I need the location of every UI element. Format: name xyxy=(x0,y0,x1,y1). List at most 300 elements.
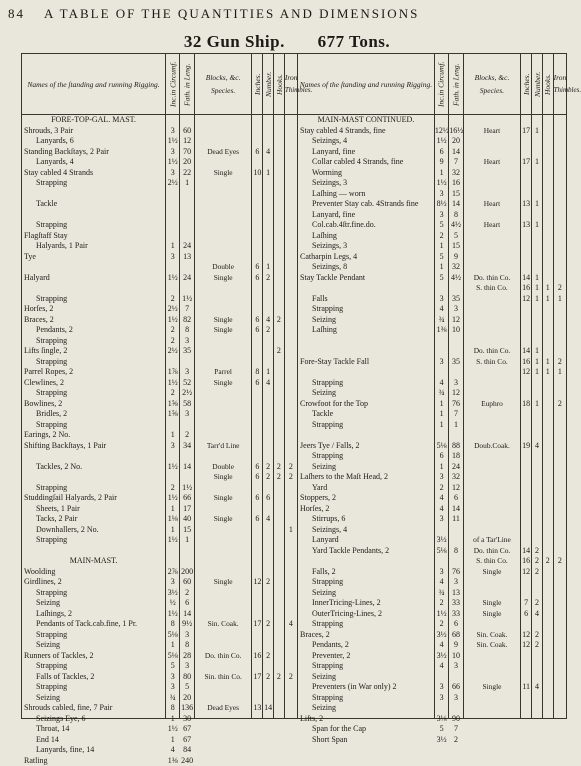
right-cell-f: 14 xyxy=(449,504,462,515)
ship-class: 32 Gun Ship. xyxy=(184,32,285,51)
left-cell-nu xyxy=(263,546,273,557)
right-cell-in: 12 xyxy=(521,294,531,305)
right-cell-nu xyxy=(532,420,542,431)
left-cell-n: End 14 xyxy=(22,735,165,746)
left-cell-f xyxy=(180,357,193,368)
left-cell-f xyxy=(180,283,193,294)
left-cell-sp xyxy=(195,241,252,252)
right-cell-in: 7 xyxy=(521,598,531,609)
right-cell-th xyxy=(554,336,566,347)
right-cell-th xyxy=(554,451,566,462)
right-cell-n xyxy=(298,283,434,294)
right-cell-th xyxy=(554,682,566,693)
fath-header-left: Fath. in Leng. xyxy=(180,54,194,115)
left-cell-f: 1 xyxy=(180,535,193,546)
left-cell-in xyxy=(252,430,262,441)
left-cell-nu xyxy=(263,451,273,462)
left-cell-ho xyxy=(274,609,284,620)
left-cell-nu: 1 xyxy=(263,367,273,378)
left-cell-ho xyxy=(274,367,284,378)
left-cell-n: Bowlines, 2 xyxy=(22,399,165,410)
inc-header-left: Inc.in Circumf. xyxy=(166,54,180,115)
left-cell-th xyxy=(285,441,297,452)
left-cell-nu xyxy=(263,693,273,704)
left-cell-nu: 2 xyxy=(263,651,273,662)
right-cell-n: Strapping xyxy=(298,304,434,315)
left-cell-ho: 2 xyxy=(274,315,284,326)
right-cell-nu xyxy=(532,493,542,504)
right-cell-in: 12 xyxy=(521,630,531,641)
right-cell-n: Seizing xyxy=(298,315,434,326)
iron-label-right: Iron xyxy=(554,71,566,84)
right-cell-th xyxy=(554,241,566,252)
left-cell-i xyxy=(166,357,179,368)
left-cell-i: 3 xyxy=(166,147,179,158)
right-cell-f: 14 xyxy=(449,147,462,158)
right-inches-column xyxy=(521,115,531,718)
right-cell-sp: Heart xyxy=(464,157,521,168)
left-cell-i: 1⅛ xyxy=(166,514,179,525)
left-cell-ho xyxy=(274,378,284,389)
left-cell-f: 136 xyxy=(180,703,193,714)
right-cell-f: 9 xyxy=(449,640,462,651)
right-cell-n: Worming xyxy=(298,168,434,179)
left-cell-th xyxy=(285,420,297,431)
right-cell-i: 3 xyxy=(435,472,448,483)
left-cell-sp xyxy=(195,714,252,725)
left-cell-i: 1½ xyxy=(166,493,179,504)
right-cell-ho xyxy=(543,315,553,326)
right-cell-in xyxy=(521,462,531,473)
left-cell-nu xyxy=(263,682,273,693)
right-cell-f: 7 xyxy=(449,409,462,420)
left-cell-nu xyxy=(263,126,273,137)
left-cell-sp xyxy=(195,399,252,410)
left-cell-i: 1½ xyxy=(166,724,179,735)
left-cell-sp xyxy=(195,451,252,462)
left-cell-n: Seizing xyxy=(22,598,165,609)
left-cell-f: 66 xyxy=(180,493,193,504)
left-cell-sp: Double xyxy=(195,462,252,473)
left-cell-in xyxy=(252,735,262,746)
left-cell-in xyxy=(252,724,262,735)
left-cell-ho xyxy=(274,336,284,347)
right-cell-nu xyxy=(532,735,542,746)
inches-header-left: Inches. xyxy=(252,54,263,115)
left-cell-ho xyxy=(274,745,284,756)
left-cell-nu xyxy=(263,399,273,410)
left-cell-th xyxy=(285,703,297,714)
left-cell-n: Pendants of Tack.cab.fine, 1 Pr. xyxy=(22,619,165,630)
right-cell-i: 5 xyxy=(435,273,448,284)
left-cell-nu: 2 xyxy=(263,619,273,630)
right-cell-ho xyxy=(543,136,553,147)
left-cell-sp xyxy=(195,136,252,147)
right-cell-th xyxy=(554,588,566,599)
left-cell-nu xyxy=(263,504,273,515)
left-cell-n: Earings, 2 No. xyxy=(22,430,165,441)
left-cell-nu xyxy=(263,294,273,305)
left-cell-nu xyxy=(263,409,273,420)
left-cell-f xyxy=(180,231,193,242)
left-cell-ho xyxy=(274,724,284,735)
right-cell-nu: 2 xyxy=(532,640,542,651)
right-cell-ho xyxy=(543,157,553,168)
right-cell-th xyxy=(554,315,566,326)
right-cell-in xyxy=(521,168,531,179)
right-cell-sp: Single xyxy=(464,567,521,578)
right-cell-sp xyxy=(464,168,521,179)
left-cell-n: Girdlines, 2 xyxy=(22,577,165,588)
left-inc-column xyxy=(166,115,179,718)
right-cell-in xyxy=(521,577,531,588)
right-cell-in xyxy=(521,420,531,431)
right-cell-ho xyxy=(543,724,553,735)
right-cell-ho xyxy=(543,115,553,126)
left-cell-i: ½ xyxy=(166,598,179,609)
left-cell-in xyxy=(252,504,262,515)
right-cell-sp: Heart xyxy=(464,220,521,231)
right-cell-th xyxy=(554,147,566,158)
right-cell-i: 3½ xyxy=(435,630,448,641)
right-cell-ho xyxy=(543,535,553,546)
left-cell-in: 16 xyxy=(252,651,262,662)
right-cell-i xyxy=(435,556,448,567)
right-cell-sp xyxy=(464,661,521,672)
right-cell-th xyxy=(554,735,566,746)
left-cell-sp xyxy=(195,430,252,441)
inc-header-right: Inc.in Circumf. xyxy=(434,54,448,115)
right-cell-i xyxy=(435,525,448,536)
left-cell-nu xyxy=(263,661,273,672)
right-cell-i: 1½ xyxy=(435,609,448,620)
right-cell-th xyxy=(554,126,566,137)
left-cell-th xyxy=(285,388,297,399)
left-cell-f: 3 xyxy=(180,409,193,420)
left-cell-n: Laſhings, 2 xyxy=(22,609,165,620)
right-cell-nu xyxy=(532,672,542,683)
left-cell-in xyxy=(252,157,262,168)
left-cell-sp: Single xyxy=(195,325,252,336)
right-cell-th xyxy=(554,661,566,672)
left-cell-f: 22 xyxy=(180,168,193,179)
right-cell-f: 15 xyxy=(449,241,462,252)
left-cell-i xyxy=(166,283,179,294)
left-cell-ho xyxy=(274,535,284,546)
right-cell-th xyxy=(554,609,566,620)
left-cell-f: 3 xyxy=(180,367,193,378)
left-cell-ho xyxy=(274,525,284,536)
right-cell-th xyxy=(554,441,566,452)
left-cell-i: 1½ xyxy=(166,273,179,284)
right-cell-ho: 1 xyxy=(543,283,553,294)
right-cell-nu xyxy=(532,514,542,525)
right-cell-sp: Sin. Coak. xyxy=(464,640,521,651)
left-cell-f: 7 xyxy=(180,304,193,315)
right-cell-i: 5 xyxy=(435,220,448,231)
right-cell-i: 1½ xyxy=(435,136,448,147)
right-cell-in xyxy=(521,115,531,126)
left-cell-th xyxy=(285,325,297,336)
right-cell-nu xyxy=(532,189,542,200)
left-cell-f: 20 xyxy=(180,157,193,168)
left-cell-in xyxy=(252,357,262,368)
left-cell-th xyxy=(285,756,297,766)
right-cell-nu: 1 xyxy=(532,283,542,294)
right-cell-nu xyxy=(532,651,542,662)
right-cell-n: Yard Tackle Pendants, 2 xyxy=(298,546,434,557)
right-cell-in xyxy=(521,430,531,441)
right-cell-i: 6 xyxy=(435,147,448,158)
right-cell-th xyxy=(554,210,566,221)
right-cell-nu xyxy=(532,724,542,735)
left-cell-f: 1½ xyxy=(180,294,193,305)
right-cell-nu xyxy=(532,577,542,588)
left-cell-in xyxy=(252,640,262,651)
left-cell-f xyxy=(180,210,193,221)
right-cell-f: 32 xyxy=(449,262,462,273)
left-cell-sp xyxy=(195,304,252,315)
right-cell-th xyxy=(554,546,566,557)
right-cell-nu: 2 xyxy=(532,556,542,567)
left-cell-f: 3 xyxy=(180,661,193,672)
left-cell-f: 5 xyxy=(180,682,193,693)
right-cell-ho xyxy=(543,462,553,473)
right-cell-f: 68 xyxy=(449,630,462,641)
right-species-column xyxy=(464,115,521,718)
right-cell-nu xyxy=(532,714,542,725)
right-cell-sp xyxy=(464,693,521,704)
right-cell-nu xyxy=(532,703,542,714)
right-cell-ho xyxy=(543,514,553,525)
left-cell-ho xyxy=(274,682,284,693)
left-cell-ho xyxy=(274,388,284,399)
left-cell-th xyxy=(285,252,297,263)
left-cell-n: Lanyards, fine, 14 xyxy=(22,745,165,756)
left-cell-in xyxy=(252,199,262,210)
right-cell-th xyxy=(554,168,566,179)
right-cell-th xyxy=(554,420,566,431)
left-cell-f: 52 xyxy=(180,378,193,389)
right-cell-sp: of a Tar'Line xyxy=(464,535,521,546)
right-cell-sp xyxy=(464,472,521,483)
left-cell-f: 20 xyxy=(180,693,193,704)
right-cell-f: 16½ xyxy=(449,126,462,137)
right-cell-f: 10 xyxy=(449,651,462,662)
right-cell-sp xyxy=(464,493,521,504)
right-cell-th xyxy=(554,378,566,389)
left-cell-i: 2½ xyxy=(166,304,179,315)
right-cell-f: 76 xyxy=(449,399,462,410)
left-cell-f xyxy=(180,262,193,273)
ship-tonnage: 677 Tons. xyxy=(318,32,391,51)
left-cell-nu xyxy=(263,630,273,641)
left-cell-nu xyxy=(263,640,273,651)
left-cell-f: 14 xyxy=(180,609,193,620)
right-cell-i: 1 xyxy=(435,420,448,431)
right-cell-i: 1 xyxy=(435,409,448,420)
right-cell-th xyxy=(554,189,566,200)
left-cell-th xyxy=(285,577,297,588)
right-cell-ho xyxy=(543,399,553,410)
right-cell-ho xyxy=(543,388,553,399)
right-cell-th xyxy=(554,346,566,357)
right-cell-in: 12 xyxy=(521,640,531,651)
left-cell-f xyxy=(180,472,193,483)
left-cell-th xyxy=(285,231,297,242)
left-cell-i: 2 xyxy=(166,294,179,305)
left-cell-th xyxy=(285,210,297,221)
right-cell-f xyxy=(449,367,462,378)
right-cell-th xyxy=(554,483,566,494)
right-cell-th xyxy=(554,714,566,725)
right-cell-f: 1 xyxy=(449,420,462,431)
right-cell-th xyxy=(554,252,566,263)
right-cell-ho xyxy=(543,252,553,263)
left-cell-i: 1½ xyxy=(166,535,179,546)
left-cell-th xyxy=(285,367,297,378)
right-cell-in: 14 xyxy=(521,273,531,284)
right-cell-sp xyxy=(464,430,521,441)
left-cell-n: Strapping xyxy=(22,630,165,641)
right-cell-nu: 1 xyxy=(532,157,542,168)
left-cell-i: 5⅛ xyxy=(166,630,179,641)
right-cell-sp xyxy=(464,672,521,683)
right-cell-f: 13 xyxy=(449,588,462,599)
left-cell-in xyxy=(252,210,262,221)
right-cell-sp xyxy=(464,189,521,200)
left-cell-ho xyxy=(274,703,284,714)
left-cell-i xyxy=(166,472,179,483)
right-cell-n: Lanyard xyxy=(298,535,434,546)
left-cell-nu xyxy=(263,724,273,735)
right-thimbles-column xyxy=(554,115,566,718)
left-cell-in xyxy=(252,756,262,766)
left-cell-th xyxy=(285,126,297,137)
left-cell-f: 40 xyxy=(180,514,193,525)
left-cell-in xyxy=(252,420,262,431)
right-cell-th xyxy=(554,703,566,714)
right-cell-th xyxy=(554,178,566,189)
right-cell-ho xyxy=(543,325,553,336)
right-cell-ho xyxy=(543,210,553,221)
right-cell-ho xyxy=(543,703,553,714)
left-cell-i: 1 xyxy=(166,714,179,725)
left-cell-nu xyxy=(263,525,273,536)
left-cell-nu xyxy=(263,157,273,168)
right-cell-nu: 1 xyxy=(532,346,542,357)
right-cell-n: Seizing xyxy=(298,462,434,473)
left-cell-i: 5⅛ xyxy=(166,651,179,662)
species-header-right xyxy=(463,54,521,115)
left-cell-ho xyxy=(274,231,284,242)
left-cell-n: Halyards, 1 Pair xyxy=(22,241,165,252)
right-cell-in xyxy=(521,735,531,746)
left-cell-ho xyxy=(274,619,284,630)
number-header-right: Number. xyxy=(532,54,543,115)
species-label-left: Species. xyxy=(195,84,252,97)
left-cell-th xyxy=(285,735,297,746)
iron-label-left: Iron xyxy=(285,71,297,84)
left-cell-nu: 2 xyxy=(263,462,273,473)
left-cell-nu xyxy=(263,556,273,567)
right-cell-in xyxy=(521,514,531,525)
right-cell-th xyxy=(554,388,566,399)
left-cell-th xyxy=(285,630,297,641)
right-cell-in: 12 xyxy=(521,567,531,578)
right-cell-f: 88 xyxy=(449,441,462,452)
right-cell-ho: 2 xyxy=(543,556,553,567)
right-cell-sp: S. thin Co. xyxy=(464,357,521,368)
left-cell-nu xyxy=(263,388,273,399)
right-cell-n: Crowfoot for the Top xyxy=(298,399,434,410)
hooks-header-right: Hooks. xyxy=(542,54,553,115)
page-number: 84 xyxy=(8,6,25,22)
right-cell-in xyxy=(521,147,531,158)
left-cell-th xyxy=(285,714,297,725)
right-cell-th xyxy=(554,630,566,641)
right-cell-nu xyxy=(532,451,542,462)
right-cell-i: 9 xyxy=(435,157,448,168)
left-cell-th xyxy=(285,262,297,273)
left-cell-nu xyxy=(263,420,273,431)
left-cell-in xyxy=(252,451,262,462)
right-cell-in: 16 xyxy=(521,556,531,567)
right-cell-th xyxy=(554,567,566,578)
left-cell-nu xyxy=(263,210,273,221)
left-cell-f: 60 xyxy=(180,126,193,137)
left-cell-f: 1 xyxy=(180,178,193,189)
right-cell-i: 3½ xyxy=(435,651,448,662)
left-cell-th: 1 xyxy=(285,525,297,536)
left-cell-sp xyxy=(195,630,252,641)
left-cell-f xyxy=(180,451,193,462)
right-cell-ho xyxy=(543,178,553,189)
right-cell-f: 12 xyxy=(449,483,462,494)
left-cell-th xyxy=(285,147,297,158)
right-cell-th xyxy=(554,577,566,588)
left-cell-ho xyxy=(274,567,284,578)
left-cell-nu: 4 xyxy=(263,147,273,158)
left-number-column xyxy=(263,115,273,718)
left-cell-th xyxy=(285,115,297,126)
left-cell-ho xyxy=(274,189,284,200)
left-cell-i: 5 xyxy=(166,661,179,672)
right-cell-nu xyxy=(532,136,542,147)
left-cell-nu: 2 xyxy=(263,672,273,683)
right-cell-sp xyxy=(464,241,521,252)
right-cell-f: 4½ xyxy=(449,273,462,284)
left-cell-i xyxy=(166,220,179,231)
right-cell-in xyxy=(521,619,531,630)
right-cell-nu xyxy=(532,315,542,326)
right-cell-nu xyxy=(532,661,542,672)
right-cell-th xyxy=(554,220,566,231)
left-cell-ho xyxy=(274,556,284,567)
left-cell-f: 2 xyxy=(180,588,193,599)
right-cell-sp xyxy=(464,378,521,389)
left-cell-n: Strapping xyxy=(22,336,165,347)
right-cell-sp xyxy=(464,294,521,305)
right-cell-th xyxy=(554,157,566,168)
right-cell-ho xyxy=(543,546,553,557)
left-cell-sp xyxy=(195,567,252,578)
left-cell-ho xyxy=(274,210,284,221)
right-cell-ho xyxy=(543,273,553,284)
left-cell-ho xyxy=(274,252,284,263)
left-cell-sp: Single xyxy=(195,514,252,525)
right-cell-nu: 2 xyxy=(532,567,542,578)
